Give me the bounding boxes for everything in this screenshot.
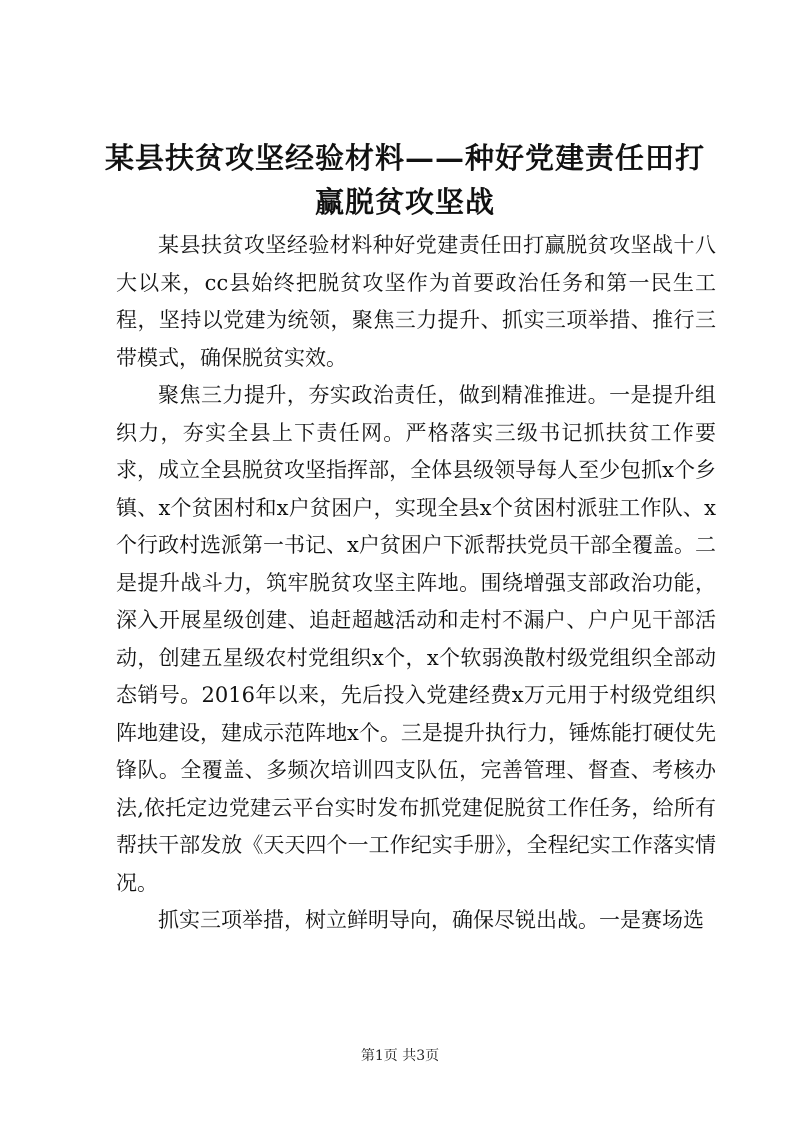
paragraph-three-measures: 抓实三项举措，树立鲜明导向，确保尽锐出战。一是赛场选 (158, 908, 704, 932)
paragraph-intro: 某县扶贫攻坚经验材料种好党建责任田打赢脱贫攻坚战十八大以来，cc县始终把脱贫攻坚作为首要政治任务和第一民生工程，坚持以党建为统领，聚焦三力提升、抓实三项举措、推行三带模式，确保脱贫实效。 (116, 233, 716, 370)
page-number-footer: 第1页 共3页 (360, 1048, 440, 1064)
document-title: 某县扶贫攻坚经验材料——种好党建责任田打赢脱贫攻坚战 (104, 141, 705, 219)
paragraph-three-forces: 聚焦三力提升，夯实政治责任，做到精准推进。一是提升组织力，夯实全县上下责任网。严格落实三级书记抓扶贫工作要求，成立全县脱贫攻坚指挥部，全体县级领导每人至少包抓x个乡镇、x个贫困村和x户贫困户，实现全县x个贫困村派驻工作队、x个行政村选派第一书记、x户贫困户下派帮扶党员干部全覆盖。二是提升战斗力，筑牢脱贫攻坚主阵地。围绕增强支部政治功能，深入开展星级创建、追赶超越活动和走村不漏户、户户见干部活动，创建五星级农村党组织x个，x个软弱涣散村级党组织全部动态销号。2016年以来，先后投入党建经费x万元用于村级党组织阵地建设，建成示范阵地x个。三是提升执行力，锤炼能打硬仗先锋队。全覆盖、多频次培训四支队伍，完善管理、督查、考核办法,依托定边党建云平台实时发布抓党建促脱贫工作任务，给所有帮扶干部发放《天天四个一工作纪实手册》，全程纪实工作落实情况。 (116, 383, 716, 895)
document-body (116, 227, 716, 940)
